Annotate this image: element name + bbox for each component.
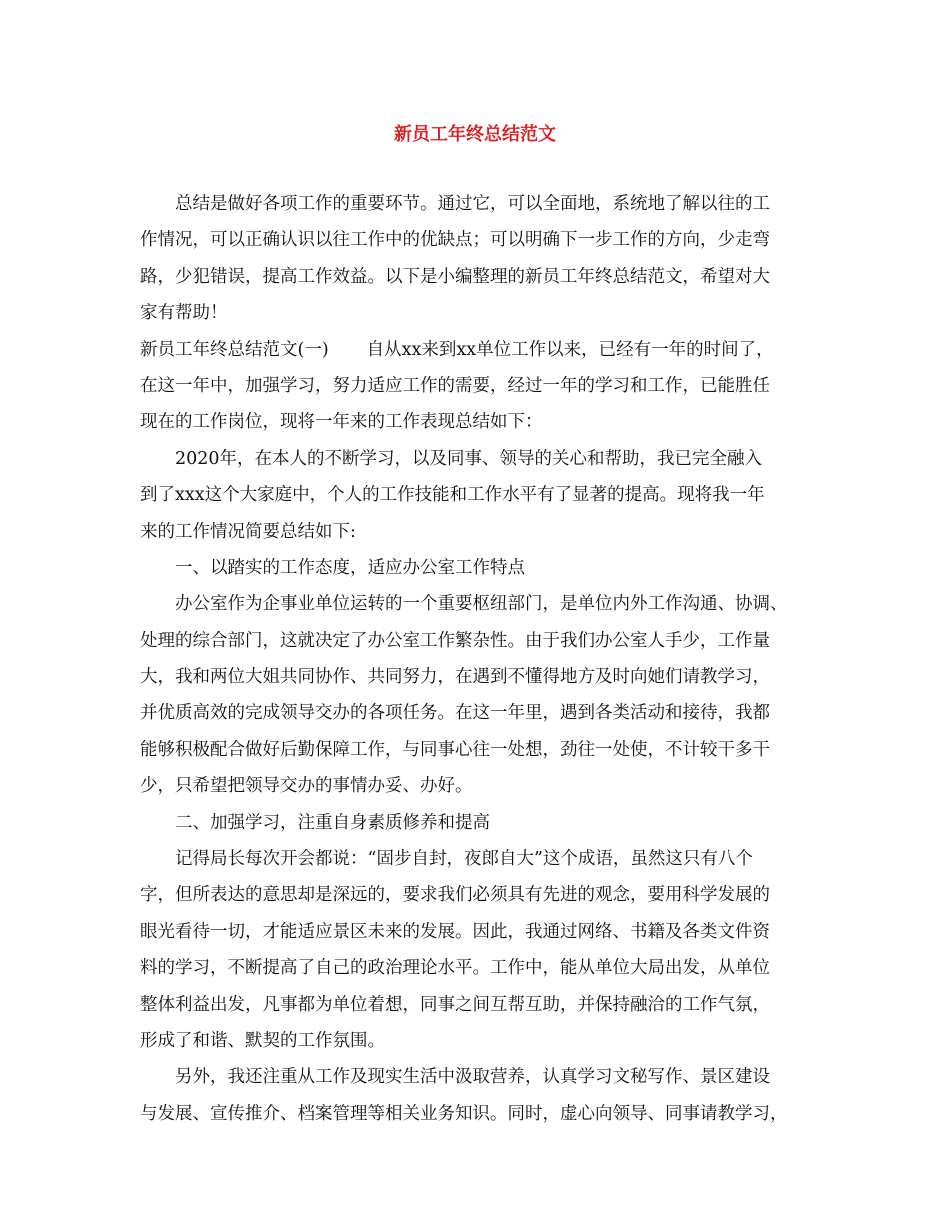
- line-text: 自从xx来到xx单位工作以来，已经有一年的时间了，: [366, 339, 774, 360]
- text-line: [140, 950, 820, 986]
- text-line: [140, 550, 820, 586]
- line-text: 字，但所表达的意思却是深远的，要求我们必须具有先进的观念，要用科学发展的: [140, 885, 770, 906]
- line-text: 家有帮助！: [140, 303, 228, 324]
- line-text: 在这一年中，加强学习，努力适应工作的需要，经过一年的学习和工作，已能胜任: [140, 375, 770, 396]
- document-title: 新员工年终总结范文: [394, 124, 556, 145]
- line-text: 现在的工作岗位，现将一年来的工作表现总结如下：: [140, 412, 543, 433]
- text-line: [140, 332, 820, 368]
- text-line: [140, 1023, 820, 1059]
- line-text: 形成了和谐、默契的工作氛围。: [140, 1030, 385, 1051]
- text-line: [140, 914, 820, 950]
- text-line: [140, 695, 820, 731]
- text-line: [140, 841, 820, 877]
- text-line: [140, 186, 820, 222]
- text-line: [140, 1059, 820, 1095]
- line-text: 并优质高效的完成领导交办的各项任务。在这一年里，遇到各类活动和接待，我都: [140, 703, 770, 724]
- line-text: 与发展、宣传推介、档案管理等相关业务知识。同时，虚心向领导、同事请教学习，: [140, 1103, 788, 1124]
- line-text: 料的学习，不断提高了自己的政治理论水平。工作中，能从单位大局出发，从单位: [140, 958, 770, 979]
- line-text: 到了xxx这个大家庭中，个人的工作技能和工作水平有了显著的提高。现将我一年: [140, 485, 765, 506]
- line-text: 处理的综合部门，这就决定了办公室工作繁杂性。由于我们办公室人手少，工作量: [140, 630, 770, 651]
- line-text: 整体利益出发，凡事都为单位着想，同事之间互帮互助，并保持融洽的工作气氛，: [140, 994, 770, 1015]
- text-line: [140, 732, 820, 768]
- text-line: [140, 259, 820, 295]
- text-line: [140, 441, 820, 477]
- section-heading: 新员工年终总结范文(一): [140, 339, 329, 360]
- line-text: 办公室作为企事业单位运转的一个重要枢纽部门，是单位内外工作沟通、协调、: [175, 594, 788, 615]
- line-text: 一、以踏实的工作态度，适应办公室工作特点: [175, 557, 525, 578]
- line-text: 眼光看待一切，才能适应景区未来的发展。因此，我通过网络、书籍及各类文件资: [140, 921, 770, 942]
- line-text: 总结是做好各项工作的重要环节。通过它，可以全面地，系统地了解以往的工: [175, 194, 770, 214]
- text-line: [140, 1096, 820, 1132]
- text-line: [140, 623, 820, 659]
- line-text: 作情况，可以正确认识以往工作中的优缺点；可以明确下一步工作的方向，少走弯: [140, 230, 770, 251]
- text-line: [140, 222, 820, 258]
- line-text: 二、加强学习，注重自身素质修养和提高: [175, 812, 490, 833]
- text-line: [140, 514, 820, 550]
- text-line: [140, 368, 820, 404]
- text-line: [140, 295, 820, 331]
- text-line: [140, 877, 820, 913]
- text-line: [140, 404, 820, 440]
- line-text: 记得局长每次开会都说：“固步自封，夜郎自大”这个成语，虽然这只有八个: [175, 849, 753, 870]
- line-text: 少，只希望把领导交办的事情办妥、办好。: [140, 776, 473, 797]
- text-line: [140, 987, 820, 1023]
- text-line: [140, 768, 820, 804]
- line-text: 能够积极配合做好后勤保障工作，与同事心往一处想，劲往一处使，不计较干多干: [140, 739, 770, 760]
- line-text: 路，少犯错误，提高工作效益。以下是小编整理的新员工年终总结范文，希望对大: [140, 266, 770, 287]
- line-text: 大，我和两位大姐共同协作、共同努力，在遇到不懂得地方及时向她们请教学习，: [140, 667, 770, 688]
- line-text: 另外，我还注重从工作及现实生活中汲取营养，认真学习文秘写作、景区建设: [175, 1067, 770, 1088]
- document-body: [140, 186, 820, 1132]
- line-text: 2020年，在本人的不断学习，以及同事、领导的关心和帮助，我已完全融入: [175, 448, 763, 469]
- text-line: [140, 586, 820, 622]
- text-line: [140, 659, 820, 695]
- line-text: 来的工作情况简要总结如下:: [140, 521, 356, 542]
- text-line: [140, 477, 820, 513]
- text-line: [140, 805, 820, 841]
